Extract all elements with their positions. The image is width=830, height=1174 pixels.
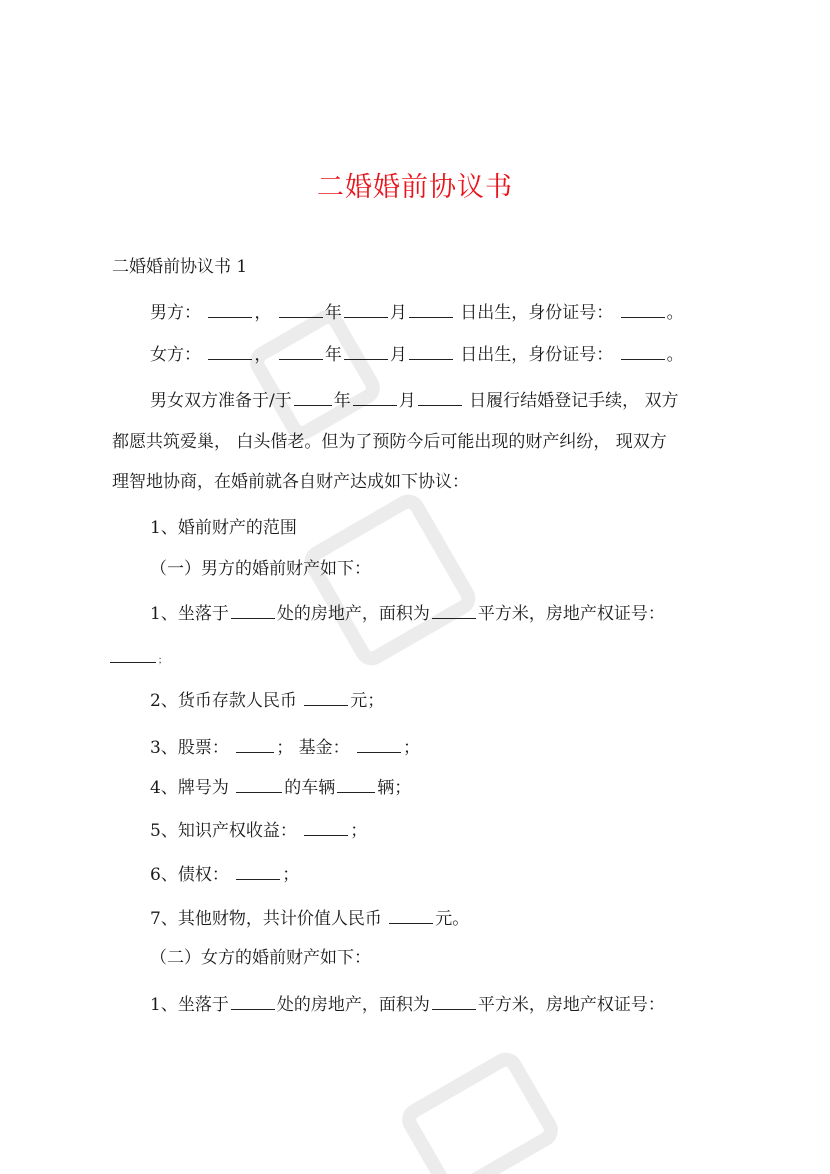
item-text: 元； — [350, 691, 385, 711]
birth-id-label: 日出生，身份证号： — [460, 303, 614, 323]
blank-field — [279, 342, 323, 360]
item-text: 4、牌号为 — [150, 778, 229, 798]
item-text: 7、其他财物，共计价值人民币 — [150, 909, 382, 929]
blank-field — [432, 601, 476, 619]
male-item-7 — [150, 906, 469, 931]
male-assets-heading — [150, 557, 371, 581]
blank-field — [389, 906, 433, 924]
item-text: 处的房地产，面积为 — [276, 995, 430, 1015]
item-text: 辆； — [377, 778, 412, 798]
item-text: 平方米，房地产权证号： — [477, 604, 665, 624]
blank-field — [231, 601, 275, 619]
item-text: 1、坐落于 — [150, 995, 229, 1015]
comma: ， — [254, 345, 272, 365]
male-item-1-cont — [108, 645, 167, 673]
item-text: 平方米，房地产权证号： — [477, 995, 665, 1015]
female-item-1 — [150, 992, 665, 1017]
male-item-1 — [150, 601, 665, 626]
blank-field — [621, 300, 665, 318]
male-item-5 — [150, 818, 367, 843]
year-label: 年 — [333, 391, 351, 411]
item-text: ； — [158, 656, 168, 666]
male-label: 男方： — [150, 303, 201, 323]
blank-field — [279, 300, 323, 318]
section-heading — [150, 516, 297, 540]
period: 。 — [666, 303, 684, 323]
month-label: 月 — [389, 303, 407, 323]
document-title: 二婚婚前协议书 — [317, 172, 513, 203]
item-text: ； — [403, 738, 421, 758]
blank-field — [304, 688, 348, 706]
female-assets-heading — [150, 946, 371, 970]
blank-field — [344, 300, 388, 318]
item-text: 2、货币存款人民币 — [150, 691, 297, 711]
blank-field — [208, 300, 252, 318]
year-label: 年 — [324, 303, 342, 323]
female-assets-heading-text: （二）女方的婚前财产如下： — [150, 948, 371, 968]
item-text: 5、知识产权收益： — [150, 821, 297, 841]
blank-field — [344, 342, 388, 360]
blank-field — [621, 342, 665, 360]
blank-field — [409, 300, 453, 318]
blank-field — [208, 342, 252, 360]
blank-field — [409, 342, 453, 360]
paragraph-line-3 — [112, 470, 469, 494]
item-text: ； — [282, 865, 300, 885]
male-info-line — [150, 300, 684, 325]
item-text: 的车辆 — [284, 778, 336, 798]
blank-field — [432, 992, 476, 1010]
item-text: ； — [350, 821, 368, 841]
male-item-6 — [150, 862, 299, 887]
blank-field — [294, 388, 332, 406]
item-text: 元。 — [435, 909, 470, 929]
blank-field — [236, 862, 280, 880]
paragraph-text: 日履行结婚登记手续， 双方 — [469, 391, 679, 411]
blank-field — [418, 388, 462, 406]
blank-field — [231, 992, 275, 1010]
item-text: 处的房地产，面积为 — [276, 604, 430, 624]
subtitle-text: 二婚婚前协议书 1 — [112, 257, 248, 277]
item-text: 6、债权： — [150, 865, 229, 885]
paragraph-line-2 — [112, 430, 667, 454]
blank-field — [353, 388, 397, 406]
subtitle — [112, 255, 247, 279]
item-text: ； 基金： — [276, 738, 350, 758]
paragraph-text: 都愿共筑爱巢， 白头偕老。但为了预防今后可能出现的财产纠纷， 现双方 — [112, 432, 667, 452]
comma: ， — [254, 303, 272, 323]
year-label: 年 — [324, 345, 342, 365]
paragraph-line-1 — [150, 388, 679, 413]
paragraph-text: 理智地协商，在婚前就各自财产达成如下协议： — [112, 472, 469, 492]
female-info-line — [150, 342, 684, 367]
blank-field — [357, 735, 401, 753]
female-label: 女方： — [150, 345, 201, 365]
male-item-2 — [150, 688, 384, 713]
blank-field — [304, 818, 348, 836]
blank-field — [110, 645, 156, 663]
period: 。 — [666, 345, 684, 365]
item-text: 1、坐落于 — [150, 604, 229, 624]
item-text: 3、股票： — [150, 738, 229, 758]
birth-id-label: 日出生，身份证号： — [460, 345, 614, 365]
month-label: 月 — [398, 391, 416, 411]
month-label: 月 — [389, 345, 407, 365]
section-heading-text: 1、婚前财产的范围 — [150, 518, 297, 538]
male-item-3 — [150, 735, 420, 760]
blank-field — [337, 775, 375, 793]
blank-field — [236, 775, 282, 793]
paragraph-text: 男女双方准备于/于 — [150, 391, 292, 411]
blank-field — [236, 735, 274, 753]
male-item-4 — [150, 775, 411, 800]
male-assets-heading-text: （一）男方的婚前财产如下： — [150, 559, 371, 579]
